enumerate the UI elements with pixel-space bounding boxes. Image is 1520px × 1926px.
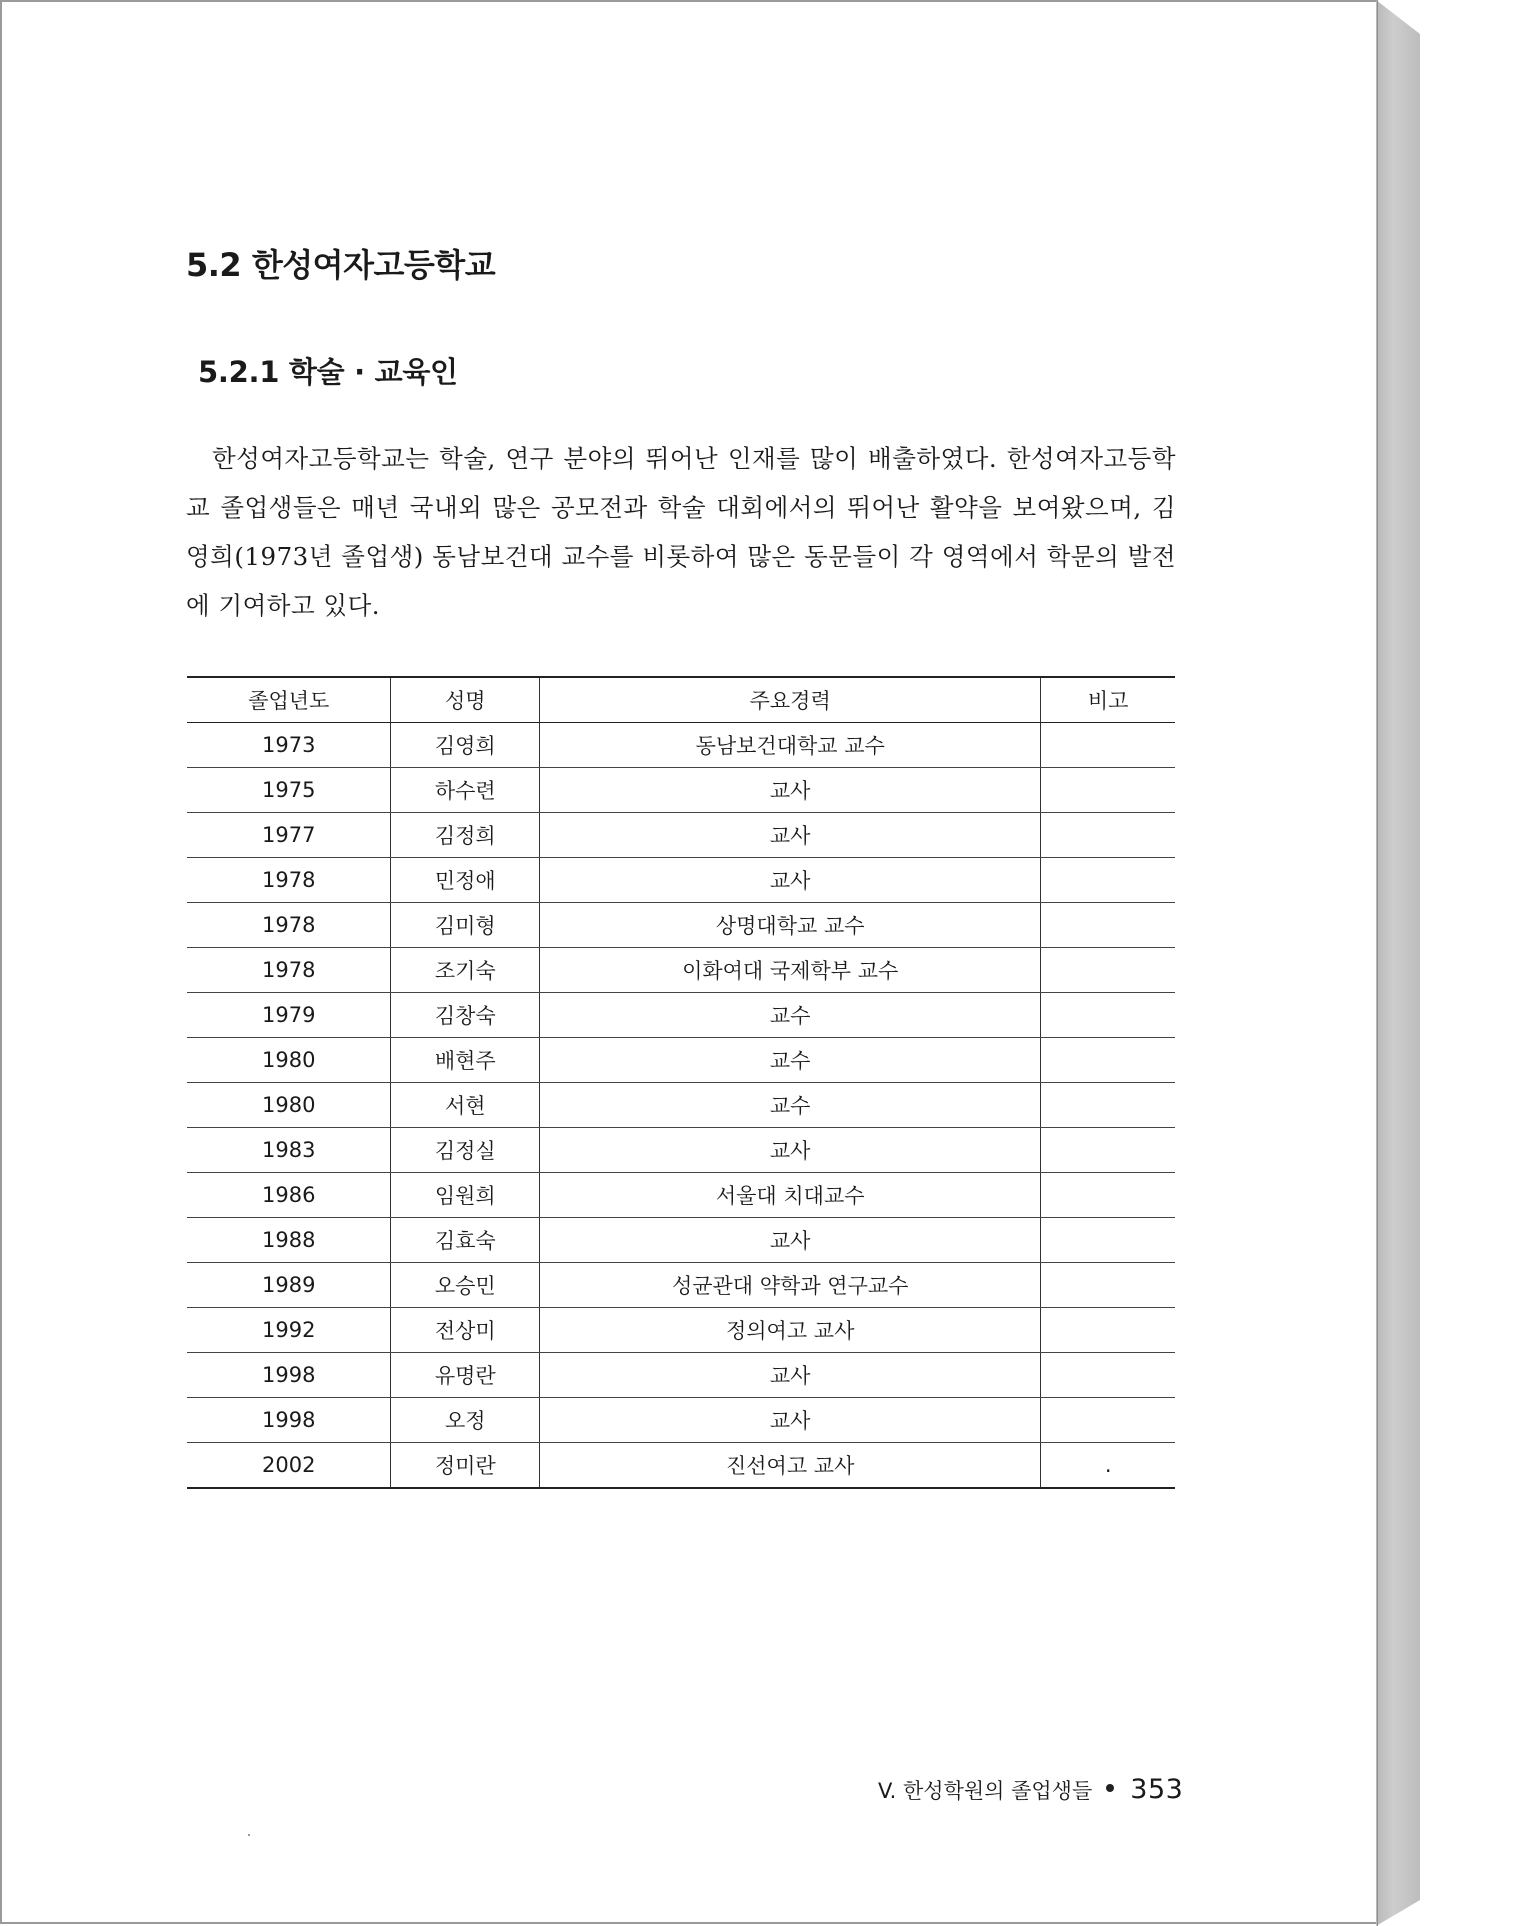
cell-remarks [1041, 813, 1175, 858]
cell-graduation-year: 1998 [187, 1353, 391, 1398]
cell-career: 교사 [540, 1353, 1041, 1398]
table-row [187, 723, 1175, 768]
cell-remarks: . [1041, 1443, 1175, 1489]
table-row [187, 858, 1175, 903]
table-row [187, 813, 1175, 858]
page-edge-line [1377, 0, 1378, 1926]
table-row [187, 1398, 1175, 1443]
cell-name: 조기숙 [391, 948, 540, 993]
cell-remarks [1041, 993, 1175, 1038]
cell-graduation-year: 1977 [187, 813, 391, 858]
cell-name: 정미란 [391, 1443, 540, 1489]
cell-name: 하수련 [391, 768, 540, 813]
cell-name: 김창숙 [391, 993, 540, 1038]
section-title: 5.2 한성여자고등학교 [186, 246, 496, 284]
cell-career: 교수 [540, 993, 1041, 1038]
cell-career: 교사 [540, 1218, 1041, 1263]
cell-name: 김정희 [391, 813, 540, 858]
table-row [187, 1443, 1175, 1489]
cell-remarks [1041, 768, 1175, 813]
cell-graduation-year: 1973 [187, 723, 391, 768]
alumni-table [187, 676, 1175, 1489]
table-row [187, 1128, 1175, 1173]
table-row [187, 993, 1175, 1038]
cell-graduation-year: 1988 [187, 1218, 391, 1263]
cell-graduation-year: 1980 [187, 1038, 391, 1083]
cell-graduation-year: 1978 [187, 858, 391, 903]
cell-career: 교사 [540, 858, 1041, 903]
cell-graduation-year: 2002 [187, 1443, 391, 1489]
cell-career: 교수 [540, 1083, 1041, 1128]
cell-career: 이화여대 국제학부 교수 [540, 948, 1041, 993]
cell-name: 배현주 [391, 1038, 540, 1083]
table-row [187, 1263, 1175, 1308]
page-stack-edge [1376, 0, 1420, 1926]
cell-name: 민정애 [391, 858, 540, 903]
cell-name: 김정실 [391, 1128, 540, 1173]
cell-graduation-year: 1979 [187, 993, 391, 1038]
cell-career: 교사 [540, 1128, 1041, 1173]
cell-name: 오정 [391, 1398, 540, 1443]
scan-speck [248, 1834, 250, 1836]
cell-name: 임원희 [391, 1173, 540, 1218]
header-remarks: 비고 [1041, 677, 1175, 723]
table-row [187, 1173, 1175, 1218]
table-row [187, 1308, 1175, 1353]
table-row [187, 1353, 1175, 1398]
cell-remarks [1041, 948, 1175, 993]
cell-graduation-year: 1978 [187, 903, 391, 948]
cell-graduation-year: 1975 [187, 768, 391, 813]
cell-remarks [1041, 1218, 1175, 1263]
cell-graduation-year: 1986 [187, 1173, 391, 1218]
cell-career: 서울대 치대교수 [540, 1173, 1041, 1218]
table-row [187, 1218, 1175, 1263]
cell-career: 상명대학교 교수 [540, 903, 1041, 948]
footer-chapter-title: V. 한성학원의 졸업생들 [878, 1779, 1093, 1803]
table-header-row [187, 677, 1175, 723]
header-career: 주요경력 [540, 677, 1041, 723]
table-row [187, 903, 1175, 948]
cell-name: 김효숙 [391, 1218, 540, 1263]
table-header [187, 677, 1175, 723]
cell-remarks [1041, 1038, 1175, 1083]
cell-career: 정의여고 교사 [540, 1308, 1041, 1353]
cell-remarks [1041, 723, 1175, 768]
cell-remarks [1041, 858, 1175, 903]
cell-career: 교사 [540, 768, 1041, 813]
body-paragraph: 한성여자고등학교는 학술, 연구 분야의 뛰어난 인재를 많이 배출하였다. 한성여자고등학교 졸업생들은 매년 국내외 많은 공모전과 학술 대회에서의 뛰어난 활약을 보여왔으며, 김영희(1973년 졸업생) 동남보건대 교수를 비롯하여 많은 동문들이 각 영역에서 학문의 발전에 기여하고 있다. [186, 444, 1176, 620]
table-row [187, 768, 1175, 813]
cell-graduation-year: 1998 [187, 1398, 391, 1443]
cell-name: 김영희 [391, 723, 540, 768]
cell-graduation-year: 1978 [187, 948, 391, 993]
cell-career: 교사 [540, 813, 1041, 858]
header-name: 성명 [391, 677, 540, 723]
cell-remarks [1041, 1263, 1175, 1308]
header-graduation-year: 졸업년도 [187, 677, 391, 723]
cell-remarks [1041, 1398, 1175, 1443]
table-row [187, 948, 1175, 993]
cell-name: 전상미 [391, 1308, 540, 1353]
table-row [187, 1083, 1175, 1128]
cell-graduation-year: 1992 [187, 1308, 391, 1353]
cell-remarks [1041, 1128, 1175, 1173]
cell-graduation-year: 1983 [187, 1128, 391, 1173]
cell-remarks [1041, 1083, 1175, 1128]
table-body [187, 723, 1175, 1489]
cell-name: 유명란 [391, 1353, 540, 1398]
cell-career: 진선여고 교사 [540, 1443, 1041, 1489]
cell-remarks [1041, 903, 1175, 948]
cell-name: 오승민 [391, 1263, 540, 1308]
cell-graduation-year: 1989 [187, 1263, 391, 1308]
cell-name: 김미형 [391, 903, 540, 948]
cell-career: 성균관대 약학과 연구교수 [540, 1263, 1041, 1308]
cell-graduation-year: 1980 [187, 1083, 391, 1128]
page-footer [878, 1774, 1183, 1805]
footer-bullet-icon [1106, 1784, 1114, 1792]
cell-remarks [1041, 1308, 1175, 1353]
cell-remarks [1041, 1353, 1175, 1398]
cell-career: 동남보건대학교 교수 [540, 723, 1041, 768]
page-number: 353 [1130, 1774, 1184, 1805]
table-row [187, 1038, 1175, 1083]
cell-remarks [1041, 1173, 1175, 1218]
cell-career: 교수 [540, 1038, 1041, 1083]
cell-career: 교사 [540, 1398, 1041, 1443]
cell-name: 서현 [391, 1083, 540, 1128]
subsection-title: 5.2.1 학술 · 교육인 [198, 355, 458, 389]
